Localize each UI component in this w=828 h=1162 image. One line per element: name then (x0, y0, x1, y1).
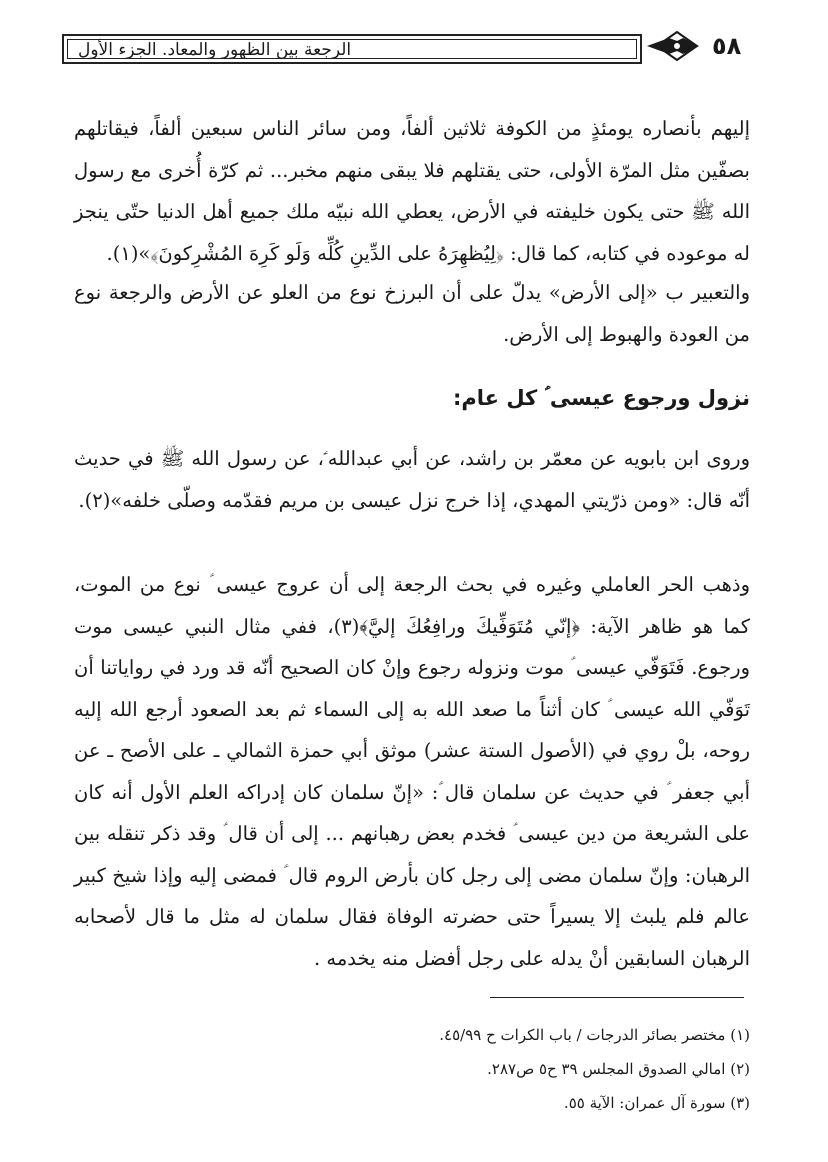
footnotes (74, 1018, 750, 1120)
footnote-2: (٢) امالي الصدوق المجلس ٣٩ ح٥ ص٢٨٧. (487, 1060, 750, 1078)
footnote-1: (١) مختصر بصائر الدرجات / باب الكرات ح ٤٥/٩٩. (439, 1026, 750, 1044)
page-number: ٥٨ (712, 32, 742, 60)
paragraph-2 (74, 272, 750, 355)
ornament-icon (647, 30, 707, 66)
running-title: الرجعة بين الظهور والمعاد. الجزء الأول (78, 40, 352, 60)
footnote-3: (٣) سورة آل عمران: الآية ٥٥. (563, 1094, 750, 1112)
paragraph-3 (74, 438, 750, 521)
paragraph-text: وروى ابن بابويه عن معمّر بن راشد، عن أبي عبدالله ؑ، عن رسول الله ﷺ في حديث أنّه قال: «ومن ذرّيتي المهدي، إذا خرج نزل عيسى بن مريم فقدّمه وصلّى خلفه»(٢). (74, 447, 750, 512)
paragraph-1 (74, 108, 750, 274)
paragraph-text: إليهم بأنصاره يومئذٍ من الكوفة ثلاثين ألفاً، ومن سائر الناس سبعين ألفاً، فيقاتلهم بصفّين مثل المرّة الأولى، حتى يقتلهم فلا يبقى منهم مخبر... ثم كرّة أُخرى مع رسول الله ﷺ حتى يكون خليفته في الأرض، يعطي الله نبيّه ملك جميع أهل الدنيا حتّى ينجز له موعوده في كتابه، كما قال: ﴿لِيُظهِرَهُ على الدِّينِ كُلِّه وَلَو كَرِهَ المُشْرِكونَ﴾»(١). (74, 117, 750, 265)
running-title-frame (62, 34, 642, 64)
paragraph-text: وذهب الحر العاملي وغيره في بحث الرجعة إلى أن عروج عيسى ؑ نوع من الموت، كما هو ظاهر الآية: ﴿إنّي مُتَوَفِّيكَ ورافِعُكَ إليَّ﴾(٣)، ففي مثال النبي عيسى موت ورجوع. فَتَوَفّي عيسى ؑ موت ونزوله رجوع وإنْ كان الصحيح أنّه قد ورد في رواياتنا أن تَوَفّي الله عيسى ؑ كان أثناً ما صعد الله به إلى السماء ثم بعد الصعود أرجع الله إليه روحه، بلْ روي في (الأصول الستة عشر) موثق أبي حمزة الثمالي ـ على الأصح ـ عن أبي جعفر ؑ في حديث عن سلمان قال ؑ: «إنّ سلمان كان إدراكه العلم الأول أنه كان على الشريعة من دين عيسى ؑ فخدم بعض رهبانهم ... إلى أن قال ؑ وقد ذكر تنقله بين الرهبان: وإنّ سلمان مضى إلى رجل كان بأرض الروم قال ؑ فمضى إليه وإذا شيخ كبير عالم فلم يلبث إلا يسيراً حتى حضرته الوفاة فقال سلمان له مثل ما قال لأصحابه الرهبان السابقين أنْ يدله على رجل أفضل منه يخدمه . (74, 573, 750, 970)
page-header (62, 34, 762, 70)
section-heading: نزول ورجوع عيسى ؑ كل عام: (452, 386, 750, 410)
footnote-divider (490, 997, 744, 998)
paragraph-text: والتعبير ب «إلى الأرض» يدلّ على أن البرزخ نوع من العلو عن الأرض والرجعة نوع من العودة والهبوط إلى الأرض. (74, 281, 750, 346)
paragraph-4 (74, 564, 750, 979)
